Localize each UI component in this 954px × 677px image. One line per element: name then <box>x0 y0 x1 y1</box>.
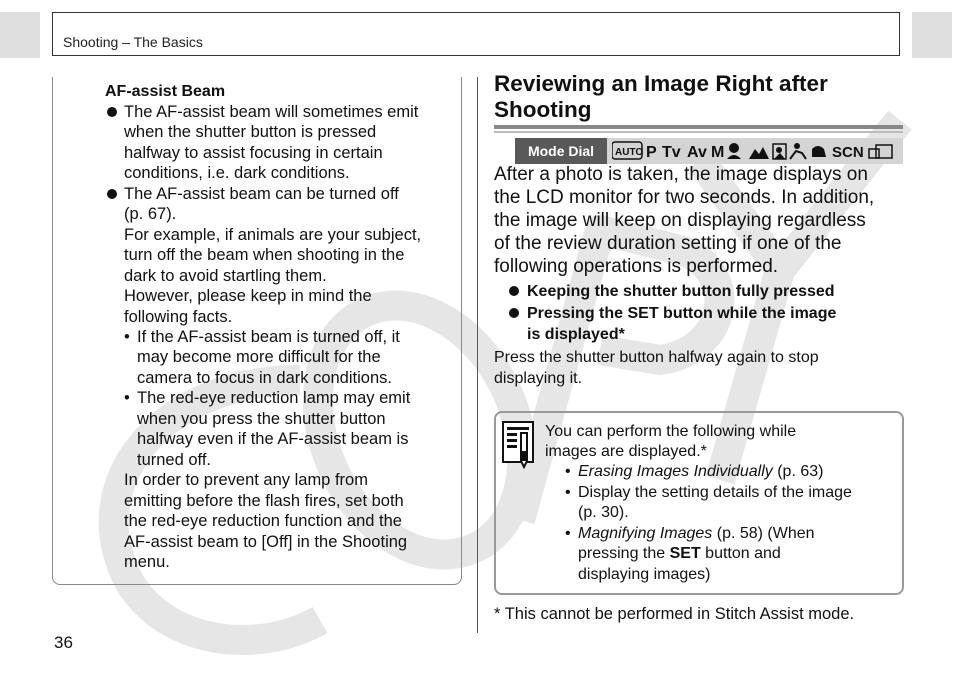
bullet-dot <box>509 286 519 296</box>
operation-bullet-1: Keeping the shutter button fully pressed <box>527 283 835 300</box>
bullet-dot <box>107 107 117 117</box>
sub-bullet: • <box>124 389 130 407</box>
right-corner-tab <box>912 12 952 58</box>
sub2-line: halfway even if the AF-assist beam is <box>137 430 409 448</box>
macro-icon <box>812 146 826 157</box>
bullet2-line: dark to avoid startling them. <box>124 267 327 285</box>
p-mode-text: P <box>646 144 657 161</box>
operation-bullet-2: Pressing the SET button while the image <box>527 305 837 322</box>
tv-mode-text: Tv <box>662 144 681 161</box>
sub1-line: camera to focus in dark conditions. <box>137 369 392 387</box>
sports-icon <box>790 143 806 159</box>
note-item-3 <box>578 524 815 544</box>
intro-line: of the review duration setting if one of the <box>494 233 842 254</box>
sub-bullet: • <box>124 328 130 346</box>
note-item-3-pre: pressing the <box>578 545 670 562</box>
footnote: * This cannot be performed in Stitch Assist mode. <box>494 605 855 623</box>
bullet1-line: halfway to assist focusing in certain <box>124 144 383 162</box>
heading-rule <box>494 125 903 129</box>
heading-rule-thin <box>494 131 903 133</box>
sub2-line: when you press the shutter button <box>137 410 386 428</box>
note-line: images are displayed.* <box>545 443 707 460</box>
m-mode-text: M <box>711 144 725 161</box>
bullet2-line: following facts. <box>124 308 233 326</box>
closing-line: emitting before the flash fires, set both <box>124 492 404 510</box>
af-assist-heading: AF-assist Beam <box>105 83 226 100</box>
portrait-icon <box>727 143 741 159</box>
note-bullet: • <box>565 525 571 542</box>
closing-line: the red-eye reduction function and the <box>124 512 402 530</box>
bullet2-line: For example, if animals are your subject, <box>124 226 422 244</box>
bullet2-line: However, please keep in mind the <box>124 287 372 305</box>
note-bullet: • <box>565 484 571 501</box>
note-bullet: • <box>565 463 571 480</box>
intro-line: After a photo is taken, the image displays on <box>494 164 868 185</box>
sub1-line: If the AF-assist beam is turned off, it <box>137 328 400 346</box>
note-item-3-title: Magnifying Images <box>578 525 713 542</box>
note-item-2: Display the setting details of the image <box>578 484 852 501</box>
sub2-line: turned off. <box>137 451 212 469</box>
night-scene-icon <box>773 144 786 159</box>
left-corner-tab <box>0 12 40 58</box>
column-divider <box>477 77 478 633</box>
memo-icon <box>502 421 534 469</box>
note-item-3-ref: (p. 58) (When <box>712 525 815 542</box>
closing-line: AF-assist beam to [Off] in the Shooting <box>124 533 408 551</box>
note-item-3-end: displaying images) <box>578 566 711 583</box>
bullet1-line: when the shutter button is pressed <box>124 123 377 141</box>
page-number: 36 <box>54 633 73 652</box>
operation-bullet-2-cont: is displayed* <box>527 326 625 343</box>
after-line: Press the shutter button halfway again to stop <box>494 349 819 366</box>
closing-line: In order to prevent any lamp from <box>124 471 368 489</box>
section-title: Shooting – The Basics <box>63 34 203 50</box>
sub2-line: The red-eye reduction lamp may emit <box>137 389 411 407</box>
scn-mode-text: SCN <box>832 144 864 161</box>
section-heading <box>494 71 828 123</box>
note-item-3-cont <box>578 544 781 564</box>
auto-mode-text: AUTO <box>615 147 644 158</box>
note-item-3-set: SET <box>669 545 701 562</box>
av-mode-text: Av <box>687 144 707 161</box>
note-item-1-title: Erasing Images Individually <box>578 463 773 480</box>
landscape-icon <box>749 147 769 159</box>
note-item-2-cont: (p. 30). <box>578 504 629 521</box>
page-header <box>52 12 900 56</box>
mode-icons <box>612 139 902 163</box>
intro-line: the image will keep on displaying regardless <box>494 210 866 231</box>
mode-dial-label: Mode Dial <box>515 138 607 164</box>
note-line: You can perform the following while <box>545 423 797 440</box>
intro-line: following operations is performed. <box>494 256 779 277</box>
intro-line: the LCD monitor for two seconds. In addition, <box>494 187 875 208</box>
note-item-1 <box>578 462 823 482</box>
bullet-dot <box>509 308 519 318</box>
heading-line: Shooting <box>494 97 592 122</box>
bullet-dot <box>107 189 117 199</box>
sub1-line: may become more difficult for the <box>137 348 381 366</box>
note-item-1-ref: (p. 63) <box>772 463 824 480</box>
bullet1-line: conditions, i.e. dark conditions. <box>124 164 350 182</box>
bullet2-line: turn off the beam when shooting in the <box>124 246 405 264</box>
stitch-assist-icon <box>869 145 892 158</box>
closing-line: menu. <box>124 553 170 571</box>
bullet1-line: The AF-assist beam will sometimes emit <box>124 103 419 121</box>
note-item-3-post: button and <box>700 545 781 562</box>
bullet2-line: (p. 67). <box>124 205 177 223</box>
bullet2-line: The AF-assist beam can be turned off <box>124 185 399 203</box>
heading-line: Reviewing an Image Right after <box>494 71 828 96</box>
after-line: displaying it. <box>494 370 583 387</box>
